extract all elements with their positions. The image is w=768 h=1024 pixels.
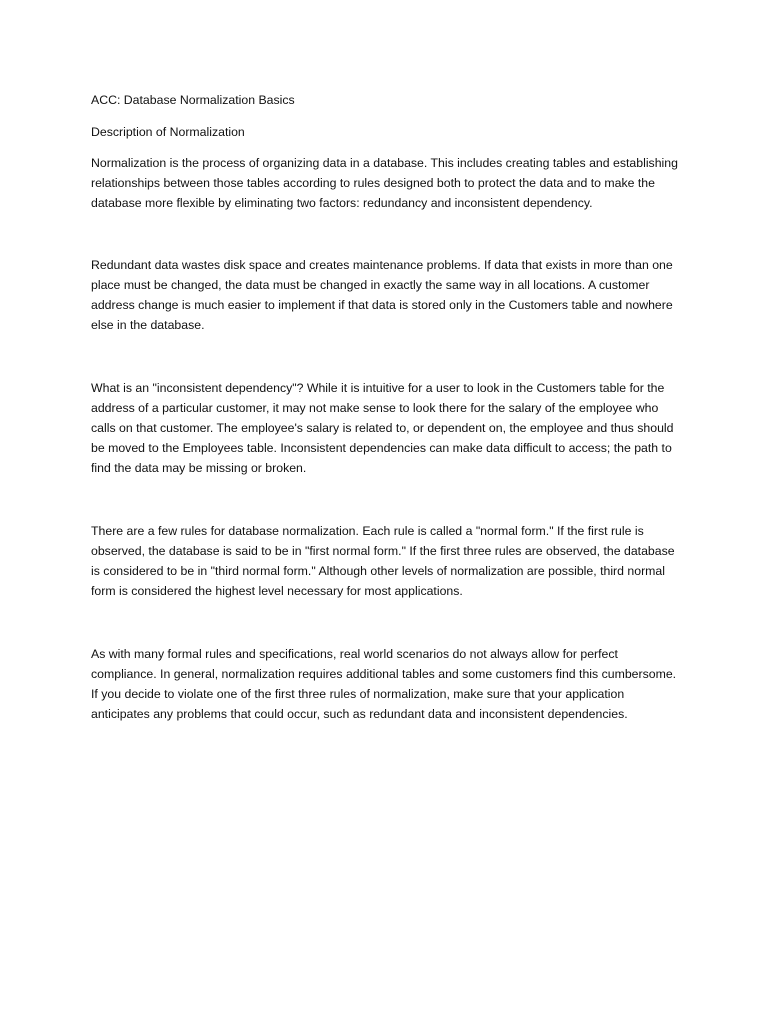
paragraph-inconsistent-dependency: What is an "inconsistent dependency"? While it is intuitive for a user to look in the Customers table for the address of a particular customer, it may not make sense to look there for the salary of the employee who calls on that customer. The employee's salary is related to, or dependent on, the employee and thus should be moved to the Employees table. Inconsistent dependencies can make data difficult to access; the path to find the data may be missing or broken.: [91, 381, 674, 475]
paragraph-real-world-compliance: As with many formal rules and specifications, real world scenarios do not always allow for perfect compliance. In general, normalization requires additional tables and some customers find this cumbersome. If you decide to violate one of the first three rules of normalization, make sure that your application anticipates any problems that could occur, such as redundant data and inconsistent dependencies.: [91, 647, 677, 721]
document-title: ACC: Database Normalization Basics: [91, 93, 295, 107]
paragraph-normal-forms: There are a few rules for database normalization. Each rule is called a "normal form." If the first rule is observed, the database is said to be in "first normal form." If the first three rules are observed, the database is considered to be in "third normal form." Although other levels of normalization are possible, third normal form is considered the highest level necessary for most applications.: [91, 524, 675, 598]
paragraph-redundant-data: Redundant data wastes disk space and creates maintenance problems. If data that exists in more than one place must be changed, the data must be changed in exactly the same way in all locations. A customer address change is much easier to implement if that data is stored only in the Customers table and nowhere else in the database.: [91, 258, 673, 332]
section-title: Description of Normalization: [91, 125, 245, 139]
document-content: [91, 90, 681, 724]
paragraph-normalization-definition: Normalization is the process of organizing data in a database. This includes creating tables and establishing relationships between those tables according to rules designed both to protect the data and to make the database more flexible by eliminating two factors: redundancy and inconsistent dependency.: [91, 156, 678, 210]
